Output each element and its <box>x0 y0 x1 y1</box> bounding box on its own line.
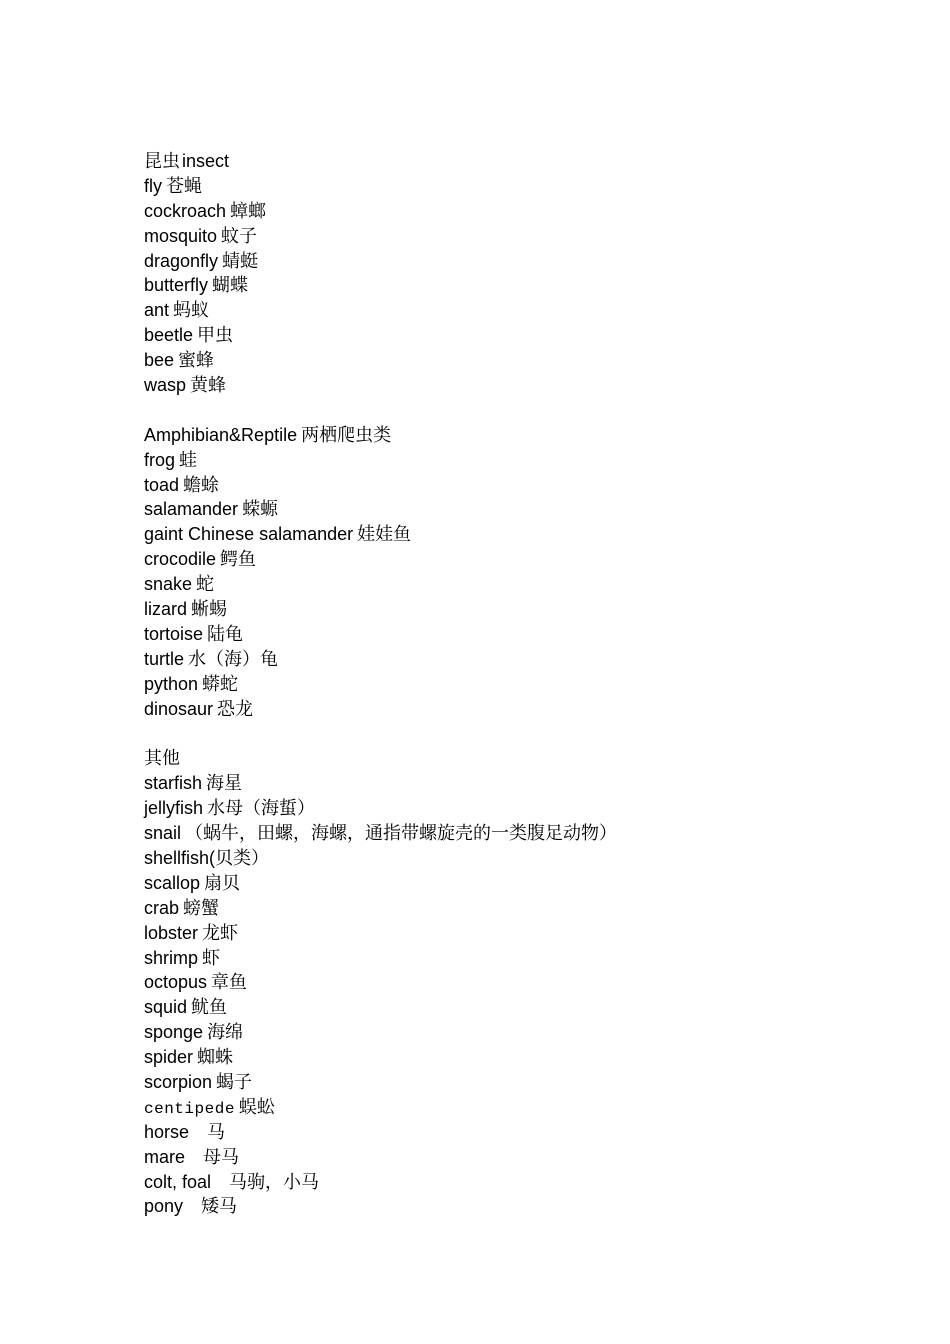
section-heading <box>144 423 904 448</box>
english-term: snail <box>144 823 182 844</box>
vocab-entry <box>144 547 904 572</box>
vocab-entry <box>144 473 904 498</box>
chinese-translation: 鱿鱼 <box>191 997 228 1019</box>
vocab-entry <box>144 597 904 622</box>
chinese-translation: 蟒蛇 <box>202 673 239 695</box>
chinese-translation: 蜈蚣 <box>238 1096 275 1118</box>
english-term: shellfish( <box>144 847 216 868</box>
chinese-translation: 蛙 <box>179 449 198 471</box>
chinese-translation: 母马 <box>203 1146 240 1168</box>
chinese-translation: 蜥蜴 <box>191 599 228 621</box>
english-term: horse <box>144 1121 190 1142</box>
english-term: scorpion <box>144 1071 213 1092</box>
section-heading <box>144 149 904 174</box>
section-spacer <box>144 398 904 423</box>
english-term: turtle <box>144 648 185 669</box>
chinese-translation: 恐龙 <box>217 698 254 720</box>
chinese-translation: 蜜蜂 <box>178 350 215 372</box>
vocab-entry <box>144 174 904 199</box>
vocab-entry <box>144 871 904 896</box>
english-term: starfish <box>144 773 203 794</box>
chinese-translation: 苍蝇 <box>166 175 202 197</box>
english-term: sponge <box>144 1022 204 1043</box>
vocab-entry <box>144 946 904 971</box>
chinese-translation: 蟾蜍 <box>183 474 220 496</box>
chinese-translation: 甲虫 <box>197 325 234 347</box>
english-term: ant <box>144 300 170 321</box>
chinese-translation: 章鱼 <box>211 972 248 994</box>
chinese-translation: 水母（海蜇） <box>207 798 316 820</box>
chinese-translation: 鳄鱼 <box>220 549 257 571</box>
chinese-translation: 虾 <box>202 947 221 969</box>
vocab-entry <box>144 1095 904 1120</box>
vocab-entry <box>144 672 904 697</box>
english-term: shrimp <box>144 947 199 968</box>
vocab-entry <box>144 697 904 722</box>
english-term: spider <box>144 1047 194 1068</box>
english-term: centipede <box>144 1099 235 1118</box>
chinese-term: 昆虫 <box>144 151 180 172</box>
chinese-translation: 螃蟹 <box>183 897 220 919</box>
section-heading <box>144 746 904 771</box>
vocab-entry <box>144 1070 904 1095</box>
vocab-entry <box>144 249 904 274</box>
vocab-entry <box>144 572 904 597</box>
vocab-entry <box>144 448 904 473</box>
vocab-entry <box>144 970 904 995</box>
english-term: octopus <box>144 972 208 993</box>
chinese-translation: 矮马 <box>201 1196 238 1218</box>
vocab-entry <box>144 1194 904 1219</box>
english-term: mosquito <box>144 225 218 246</box>
english-term: insect <box>182 151 230 171</box>
english-term: fly <box>144 175 162 196</box>
english-term: salamander <box>144 499 239 520</box>
vocab-entry <box>144 224 904 249</box>
chinese-translation: 陆龟 <box>207 623 244 645</box>
chinese-translation: 蝎子 <box>216 1071 253 1093</box>
english-term: crocodile <box>144 549 217 570</box>
chinese-translation: 蛇 <box>196 574 215 596</box>
chinese-translation: 马 <box>207 1121 226 1143</box>
chinese-translation: 马驹，小马 <box>229 1171 320 1193</box>
vocab-entry <box>144 1145 904 1170</box>
vocab-entry <box>144 896 904 921</box>
english-term: dragonfly <box>144 250 219 271</box>
vocab-entry <box>144 199 904 224</box>
vocab-entry <box>144 796 904 821</box>
chinese-translation: 龙虾 <box>202 922 239 944</box>
vocab-entry <box>144 522 904 547</box>
vocab-entry <box>144 1045 904 1070</box>
chinese-translation: 蟑螂 <box>230 200 267 222</box>
english-term: squid <box>144 997 188 1018</box>
english-term: pony <box>144 1196 184 1217</box>
english-term: dinosaur <box>144 698 214 719</box>
english-term: jellyfish <box>144 798 204 819</box>
chinese-translation: 蚂蚁 <box>173 300 210 322</box>
vocab-entry <box>144 771 904 796</box>
chinese-translation: 黄蜂 <box>190 375 227 397</box>
english-term: frog <box>144 449 176 470</box>
chinese-translation: 蜻蜓 <box>222 250 259 272</box>
vocabulary-list <box>144 149 904 1219</box>
vocab-entry <box>144 921 904 946</box>
chinese-translation: 蚊子 <box>221 225 258 247</box>
chinese-translation: 娃娃鱼 <box>357 524 412 546</box>
chinese-translation: 贝类） <box>215 847 270 869</box>
english-term: wasp <box>144 375 187 396</box>
vocab-entry <box>144 622 904 647</box>
english-term: lobster <box>144 922 199 943</box>
english-term: beetle <box>144 325 194 346</box>
english-term: Amphibian&Reptile <box>144 424 298 445</box>
english-term: colt, foal <box>144 1171 212 1192</box>
vocab-entry <box>144 647 904 672</box>
english-term: python <box>144 673 199 694</box>
vocab-entry <box>144 1120 904 1145</box>
vocab-entry <box>144 846 904 871</box>
chinese-translation: 蝴蝶 <box>212 275 249 297</box>
english-term: snake <box>144 574 193 595</box>
chinese-translation: 海绵 <box>207 1022 244 1044</box>
english-term: cockroach <box>144 200 227 221</box>
section-spacer <box>144 721 904 746</box>
vocab-entry <box>144 497 904 522</box>
chinese-translation: 水（海）龟 <box>188 648 279 670</box>
vocab-entry <box>144 298 904 323</box>
english-term: bee <box>144 350 175 371</box>
vocab-entry <box>144 273 904 298</box>
english-term: tortoise <box>144 623 204 644</box>
vocab-entry <box>144 323 904 348</box>
chinese-translation: 蝾螈 <box>242 499 279 521</box>
vocab-entry <box>144 995 904 1020</box>
english-term: butterfly <box>144 275 209 296</box>
english-term: scallop <box>144 872 201 893</box>
vocab-entry <box>144 1170 904 1195</box>
english-term: lizard <box>144 599 188 620</box>
vocab-entry <box>144 1020 904 1045</box>
english-term: mare <box>144 1146 186 1167</box>
english-term: crab <box>144 897 180 918</box>
english-term: gaint Chinese salamander <box>144 524 354 545</box>
chinese-translation: （蜗牛，田螺，海螺，通指带螺旋壳的一类腹足动物） <box>185 823 618 845</box>
chinese-translation: 海星 <box>206 773 243 795</box>
vocab-entry <box>144 373 904 398</box>
vocab-entry <box>144 821 904 846</box>
chinese-translation: 蜘蛛 <box>197 1047 234 1069</box>
chinese-translation: 两栖爬虫类 <box>301 424 392 446</box>
chinese-translation: 扇贝 <box>204 872 241 894</box>
chinese-term: 其他 <box>144 748 180 770</box>
vocab-entry <box>144 348 904 373</box>
english-term: toad <box>144 474 180 495</box>
